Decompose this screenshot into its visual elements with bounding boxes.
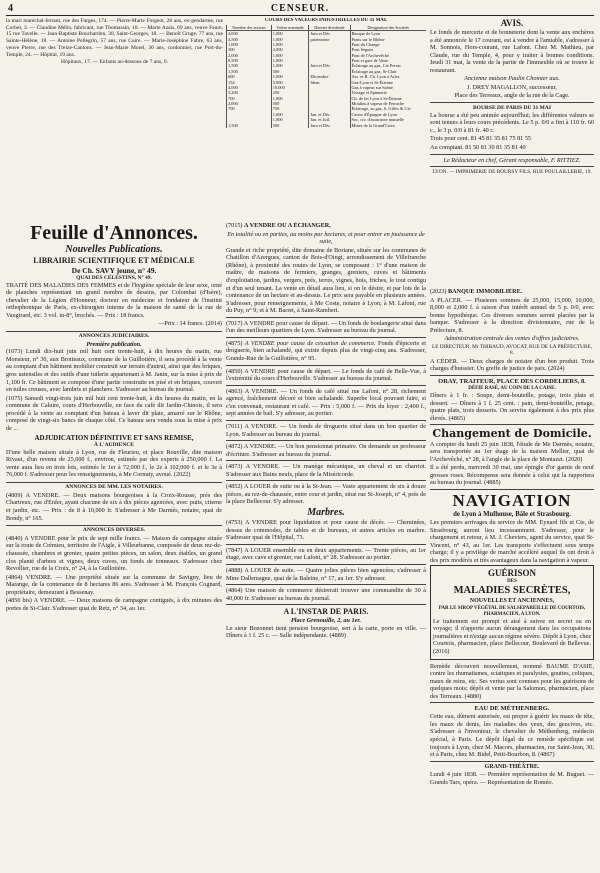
deaths-column xyxy=(6,18,223,201)
table-cell: Pont Seguin xyxy=(350,47,426,52)
table-cell: Juin et Déc. xyxy=(309,123,350,128)
avis-title: AVIS. xyxy=(500,18,524,28)
ad-text: Samedi vingt-trois juin mil huit cent trente-huit, à dix heures du matin, en la commune de Caluire, cours d'Herbouville, en face du café dit Jardin-Chinois, il sera procédé à la vente au comptant d'un bateau à laver dit plate, amarré sur le Rhône, composé de vingt-six bancs de chaque côté. Ce bateau sera vendu sous la mise à prix de ... xyxy=(6,394,222,432)
table-cell: 8,500 xyxy=(227,58,272,63)
table-cell: 750 xyxy=(271,106,309,111)
feuille-title: Feuille d'Annonces. xyxy=(30,222,198,244)
ad-ref: (7011) xyxy=(226,422,243,430)
ad-text: A VENDRE pour cause de départ. — Un fonds de boulangerie situé dans l'un des meilleurs quartiers de Lyon. S'adresser au bureau du journal. xyxy=(226,319,426,335)
table-cell: 2,000 xyxy=(227,53,272,58)
table-cell: Soc. civ. d'assurance mutuelle xyxy=(350,117,426,122)
ad-ref: (1075) xyxy=(6,394,23,402)
table-cell: Éclairage au gaz, Cie Perrac xyxy=(350,63,426,68)
table-cell: 1,500 xyxy=(227,63,272,68)
book-ref: (2014) xyxy=(205,320,222,328)
table-cell: 500 xyxy=(271,101,309,106)
maladies-text: Le traitement est prompt et aisé à suivre en secret ou en voyage; il n'apporte aucun dérangement dans les occupations journalières et n'exige aucun régime sévère. Dépôt à Lyon, chez Courtois, pharmacien, place Bellecour, Boulevard de Bellevue. xyxy=(433,617,591,648)
theatre-title: GRAND-THÉÂTRE. xyxy=(484,763,540,770)
avis-text: Le fonds de mercerie et de bonneterie dont la vente aux enchères a été annoncée le 17 courant, est à vendre à l'amiable, s'adresser à M. Sonnois, Hors-courant, rue Lafont. Chez M. Mathieu, par Claude, rue du Temple, 4, pour y traiter à bonnes conditions. Jeudi 31 mai, la vente de la partie de l'immeuble où se trouve le restaurant. xyxy=(430,28,594,74)
banque-subtitle: Administration centrale des ventes d'offres judiciaires. xyxy=(444,335,580,343)
library-publisher: De Ch. SAVY jeune, n° 49. xyxy=(71,265,157,275)
col-header-actions: Nombre des actions xyxy=(227,25,272,31)
ad-ref: (4880) xyxy=(464,692,482,700)
remede-text: Remède découvert nouvellement, nommé BAUME D'ASIE, contre les rhumatismes, sciatiques et paralysies, gouttes, coliques, maux de reins, etc. Ses vertus sont connues pour les guérisons de quelques mois; dépôt et vente par la Salomon, pharmacien, place des Terreaux. xyxy=(430,662,594,700)
table-cell: 300 xyxy=(227,47,272,52)
table-cell: 2,000 xyxy=(227,101,272,106)
table-cell: Éclairage, au gaz, S. Gilles & Cie xyxy=(350,106,426,111)
ad-ref: (4852) xyxy=(226,483,243,491)
diverses-heading: ANNONCES DIVERSES. xyxy=(6,525,222,534)
ad-ref: (4872) xyxy=(226,443,243,451)
table-cell: Ponts sur le Rhône xyxy=(350,37,426,42)
ad-text: Fonds d'épicerie et droguerie, bien achalandé, qui existe depuis plus de vingt-cinq ans. S'adresser, Grande-Rue de la Guillotière, n° 95. xyxy=(226,339,426,362)
ad-ref: (7017) xyxy=(226,319,243,327)
table-cell: 1,000 xyxy=(271,53,309,58)
eau-title: EAU DE MÉTHENBERG. xyxy=(474,705,550,713)
ad-ref: (4865) xyxy=(448,414,466,422)
table-cell: 500 xyxy=(271,123,309,128)
table-cell: 4,000 xyxy=(227,31,272,37)
table-cell: Ass. et B. Ch. Lyon à Arles xyxy=(350,74,426,79)
table-cell: 1,000 xyxy=(271,42,309,47)
table-cell: 5,000 xyxy=(271,80,309,85)
col-header-nominal: Valeur nominale xyxy=(271,25,309,31)
ad-text: A VENDRE. — Un fonds de droguerie situé dans un bon quartier de Lyon. S'adresser au bureau du journal. xyxy=(226,422,426,438)
ad-text: Grande et riche propriété, dite domaine de Boriane, située sur les communes de Chatillon d'Azergues, canton de Bois-d'Oingt, arrondissement de Villefranche (Rhône), à proximité des routes de Lyon, se composant : 1° d'une maison de maître, de maisons de fermiers, granges, greniers, cuves et bâtiments d'exploitation, jardins, vergers, prés, terres, vignes, bois, friches, le tout contigu et d'un seul tenant. La vente en détail aura lieu, si on le désire, et par lots de la contenance de un hectare et au-dessus. Le prix sera payable en plusieurs années. S'adresser, pour renseignements, à Me Coste, notaire à Lyon; à M. Lafont, rue du Puy, n° 9; et à M. Barret, à Saint-Rambert. xyxy=(226,246,426,315)
ad-ref: (4809) xyxy=(6,491,23,499)
table-cell: patrimoine xyxy=(309,37,350,42)
maladies-box xyxy=(430,565,594,659)
maladies-subtitle-3: PHARMACIEN, A LYON. xyxy=(483,611,541,617)
table-cell: 1,000 xyxy=(271,58,309,63)
ad-ref: (4885) xyxy=(484,479,501,487)
ad-ref: (4850) xyxy=(226,367,243,375)
ad-text: A VENDRE. — Un fonds de café situé rue Lafont, n° 28, richement agencé, fraîchement décoré et bien achalandé. Superbe local pouvant faire, si c'en convenait, restaurant et café. — Prix : 5,000 f. — Prix du loyer : 2,400 f., sept années de bail. S'y adresser, au portier. xyxy=(226,387,426,418)
avis-agent: J. DREY MAGALLON, successeur, xyxy=(467,83,557,91)
ad-ref: (2016) xyxy=(433,647,450,655)
table-row xyxy=(227,123,427,128)
ad-text: VENDRE. — Une propriété située sur la commune de Savigny, lieu de Marange, de la contenance de 8 hectares 86 ares. S'adresser à M. François Cognard, propriétaire, demeurant à Bessenay. xyxy=(6,573,222,596)
ad-ref: (7015) xyxy=(226,222,243,229)
ad-text: A LOUER ensemble ou en deux appartements. — Trente pièces, au 1er étage, avec cave et grenier, rue Lafont, n° 28. S'adresser au portier. xyxy=(226,546,426,562)
oray-text: Dîners à 1 fr. : Soupe, demi-bouteille, potage, trois plats et dessert. — Dîners à 1 f. 25 cent. : pain, demi-bouteille, potage, quatre plats, trois desserts. On servira également à des prix plus élevés. xyxy=(430,391,594,422)
table-cell: 600 xyxy=(227,74,272,79)
ad-ref: (4850 bis) xyxy=(6,597,32,605)
maladies-title: MALADIES SECRÈTES, xyxy=(453,585,571,597)
auction-text: D'une belle maison située à Lyon, rue de Fleurieu, et place Rouville, dite maison Rivaut, d'un revenu de 25,000 f., environ, estimée par des experts à 250,000 f. La vente aura lieu en trois lots, estimés le 1er à 72,000 f., le 2e à 102,000 f. et le 3e à 76,000 f. S'adresser pour les renseignements, à Me Cornuty, avoué. xyxy=(6,448,222,479)
marbres-title: Marbres. xyxy=(307,507,345,518)
avis-address: Place des Terreaux, angle de la rue de la Cage. xyxy=(454,92,570,100)
ad-text: A VENDRE pour le prix de sept mille francs. — Maison de campagne située sur la route de Crémieu, territoire de l'Aigle, à Villeurbanne, composée de deux rez-de-chaussée, chambres et grenier, quatre petites pièces, un salon, deux étables, un grand clos planté d'arbres et vignes, deux cuves, un fonds de tonneaux. S'adresser chez Revollier, rue de la Croix, n° 24, à la Guillotière. xyxy=(6,534,222,573)
table-cell: Mines de la Grand'Croix xyxy=(350,123,426,128)
banque-title: BANQUE IMMOBILIÈRE. xyxy=(448,288,523,295)
table-cell: Idem. xyxy=(309,80,350,85)
ad-ref: (4753) xyxy=(226,519,243,527)
ad-ref: (4863) xyxy=(226,387,243,395)
ad-text: A LOUER de suite. — Quatre jolies pièces bien agencées; s'adresser à Mme Dallemagne, quai de la Baleine, n° 17, au 1er. S'y adresser. xyxy=(226,567,426,582)
library-address: QUAI DES CÉLESTINS, N° 49. xyxy=(76,274,152,281)
instar-subtitle: Place Grenouille, 2, au 1er. xyxy=(291,617,361,624)
banque-text: A PLACER. — Plusieurs sommes de 25,000, 15,000, 10,000, 8,000 et 2,000 f. à raison d'un intérêt annuel de 5 p. 0/0, avec bonne hypothèque. Ces diverses sommes seront placées par la banque. S'adresser à la direction divisionnaire, rue de la Préfecture, 8. xyxy=(430,296,594,334)
guerison-subtitle: DES xyxy=(507,579,517,585)
oray-title: ORAY, TRAITEUR, PLACE DES CORDELIERS, 8. xyxy=(438,377,586,385)
ad-ref: (4867) xyxy=(538,751,555,759)
avis-column xyxy=(430,18,594,284)
nav-title: NAVIGATION xyxy=(452,491,572,511)
newspaper-title: CENSEUR. xyxy=(270,3,330,14)
middle-column xyxy=(226,222,426,868)
table-cell: 1,000 xyxy=(271,74,309,79)
col-header-company: Désignation des Sociétés xyxy=(350,25,426,31)
table-cell: 1,000 xyxy=(271,31,309,37)
domicile-text: A compter du lundi 25 juin 1838, l'étude de Me Darmès, notaire, sera transportée au 1er étage de la maison Mellier, quai de l'Archevêché, n° 28, à l'angle de la place de Montazet. xyxy=(430,440,594,463)
ad-ref: (2024) xyxy=(548,365,565,373)
ad-title: A VENDRE pour cause de cessation de commerce. xyxy=(244,339,376,347)
ad-text: A VENDRE. — Deux maisons de campagne contiguës, à dix minutes des portes de St-Clair. S'adresser quai de Retz, n° 34, au 1er. xyxy=(6,597,222,612)
imprint-line: LYON. — IMPRIMERIE DE BOURSY FILS, RUE POULAILLERIE, 19. xyxy=(432,169,592,176)
ad-ref: (2022) xyxy=(173,471,191,479)
table-cell: Juin et Déc. xyxy=(309,63,350,68)
ad-ref: (1073) xyxy=(6,348,23,356)
page-number: 4 xyxy=(8,3,13,14)
values-table-title: COURS DES VALEURS INDUSTRIELLES DU 31 MAI. xyxy=(264,18,388,23)
table-cell: Décembre xyxy=(309,74,350,79)
values-table-column xyxy=(226,18,426,216)
ad-text: A VENDRE. — Deux maisons bourgeoises à la Croix-Rousse, près des Chartreux, rue d'Enfer, ayant chacune de six à dix pièces agencées, avec puits, citerne et jardin, etc. — Prix : de 8 à 10,000 fr. S'adresser à Me Darmès, notaire, quai de Bondy, n° 165. xyxy=(6,491,222,522)
left-column xyxy=(6,222,222,868)
table-cell: 700 xyxy=(227,106,272,111)
ad-ref: (4840) xyxy=(6,534,23,542)
table-cell: Caisse d'Épargne de Lyon xyxy=(350,112,426,117)
ad-text: A VENDRE pour liquidation et pour cause de décès. — Cheminées, dessus de commodes, de tables et de bureaux, et autres articles en marbre. S'adresser quai de l'Hôpital, 73. xyxy=(226,519,426,542)
table-cell: 700 xyxy=(227,96,272,101)
bourse-row-1: Trois pour cent. 81 45 81 35 81 75 81 55 xyxy=(430,135,532,143)
bourse-text: La bourse a été peu animée aujourd'hui; les différentes valeurs se sont tenues à leurs cours précédents. Le 5 p. 0/0 a fini à 110 fr. 60 c., le 3 p. 0/0 à 81 fr. 40 c. xyxy=(430,111,594,134)
deaths-text: la mari maréchal-ferrant, rue des Farges, 174. — Pierre-Marie Forgeot, 28 ans, ex-gendarme, rue Corbet, 3. — Claudine Mélin, fabricant, rue Thomassin, 10. — Marie Azaïs, 69 ans, veuve Faure, 15 rue Tavelle. — Jean-Baptiste Bouchardon, 30, Saint-Georges, 18. — Benoît Gruge, 77 ans, rue Sainte-Hélène, 18. — Antoine Pellegrin, 57 ans, rue Cuire. — Marie-Joséphine Fabre, 63 ans, veuve Pierre, rue des Treize-Cantons. — Jean-Marie Morel, 36 ans, cordonnier, rue Port-du-Temple, 24. — Hôpital, 19 ans. xyxy=(6,18,223,58)
table-cell: 1,000 xyxy=(271,112,309,117)
table-cell: Ch. de fer Lyon à St-Étienne xyxy=(350,96,426,101)
table-cell: Banque de Lyon xyxy=(350,31,426,37)
ad-ref: (4889) xyxy=(329,632,346,640)
table-cell: 1,500 xyxy=(227,69,272,74)
values-table xyxy=(226,25,426,128)
judicial-heading: ANNONCES JUDICIAIRES. xyxy=(6,331,222,340)
table-cell: 2,000 xyxy=(271,47,309,52)
bourse-title: BOURSE DE PARIS DU 31 MAI xyxy=(473,105,551,112)
maladies-subtitle-2: PAR LE SIROP VÉGÉTAL DE SALSEPAREILLE DE COURTOIS, xyxy=(438,605,586,611)
table-cell: 500 xyxy=(271,69,309,74)
table-cell: 154 xyxy=(227,80,272,85)
ad-ref: (4864) xyxy=(226,587,243,595)
table-cell: 1,000 xyxy=(271,37,309,42)
editor-line: Le Rédacteur en chef, Gérant responsable, F. RITTIEZ. xyxy=(443,156,581,164)
ad-ref: (4888) xyxy=(226,567,243,574)
nav-text: Les premiers arrivages du service de MM. Eynard fils et Cie, de Strasbourg, auront lieu incessamment. S'adresser, pour le chargement et retour, à M. J. Cheviers, agent du service, quai St-Vincent, n° 43, au 1er. Les transports s'effectuent sous temps charge; il y a privilège de marché accéléré auquel ils ont droit à des prix modérés et très avantageux dans la navigation à vapeur. xyxy=(430,518,594,564)
table-cell: 4,500 xyxy=(227,37,272,42)
col-header-dividend: Dernier dividende xyxy=(309,25,350,31)
table-cell: Éclairage au gaz, St-Clair xyxy=(350,69,426,74)
ad-text: A LOUER de suite ou à la St-Jean. — Vaste appartement de six à douze pièces, au rez-de-chaussée, entre cour et jardin, situé rue St-Joseph, n° 4, près de la place Bellecour. S'y adresser. xyxy=(226,483,426,506)
table-cell: Gaz-Lyon et St-Étienne xyxy=(350,80,426,85)
deaths-footer: Hôpitaux, 17. — Enfants au-dessous de 7 ans, 0. xyxy=(61,59,168,66)
bourse-row-2: Au comptant. 81 50 81 30 81 35 81 40 xyxy=(430,143,526,151)
theatre-text: Lundi 4 juin 1838. — Première représentation de M. Buguet. — Grands Tars, opéra. — Représentation de Roméo. xyxy=(430,770,594,786)
auction-subtitle: À L'AUDIENCE xyxy=(94,442,134,449)
table-cell: Jan. et Juil. xyxy=(309,117,350,122)
ad-text: A VENDRE. — Un manège mécanique, un cheval et un charriot. S'adresser aux Bains neufs, place de la Miséricorde. xyxy=(226,463,426,478)
right-column xyxy=(430,288,594,868)
feuille-subtitle: Nouvelles Publications. xyxy=(65,244,163,255)
library-name: LIBRAIRIE SCIENTIFIQUE ET MÉDICALE xyxy=(33,256,195,265)
ad-ref: (4873) xyxy=(226,463,243,471)
maladies-subtitle: NOUVELLES ET ANCIENNES, xyxy=(469,598,555,605)
table-cell: 10,000 xyxy=(271,85,309,90)
table-cell: 1,000 xyxy=(271,63,309,68)
table-cell: 4,000 xyxy=(227,85,272,90)
table-cell: 1,000 xyxy=(271,96,309,101)
table-cell: Gaz à vapeur sur Saône xyxy=(350,85,426,90)
ad-title: A VENDRE OU A ÉCHANGER, xyxy=(244,222,331,229)
ad-text: A CÉDER. — Deux charges de notaire d'un bon produit. Trois charges d'huissier. Un greffe de justice de paix. xyxy=(430,357,594,373)
ad-ref: (2020) xyxy=(565,455,583,463)
eau-text: Cette eau, dûment autorisée, est propre à guérir les maux de tête, les maux de dents, les maladies des yeux, des gencives, etc. S'adresser à l'inventeur, le chevalier de Méthenberg, médecin spécial, à Paris. Le dépôt légal de ce remède spécifique est toujours à Lyon, chez M. Macors, pharmacien, rue Saint-Jean, 30; et à Paris, chez M. Bidel, Petit-Bourbon, 8. xyxy=(430,713,594,759)
judicial-subheading: Première publication. xyxy=(86,340,142,348)
table-cell: 1,000 xyxy=(227,42,272,47)
table-cell: Pont de l'Archevêché xyxy=(350,53,426,58)
table-cell: 3,200 xyxy=(227,90,272,95)
ad-text: A VENDRE pour cause de départ. — Le fonds de café de Belle-Vue, à l'extrémité du cours d'Herbouville. S'adresser au bureau du journal. xyxy=(226,367,426,383)
domicile-title: Changement de Domicile. xyxy=(432,427,592,441)
table-cell: Pont du Change xyxy=(350,42,426,47)
table-cell: Moulins à vapeur de Perrache xyxy=(350,101,426,106)
ad-text: Le sieur Bozonnet tient pension bourgeoise, sert à la carte, porte en ville. — Dîners à 1 f. 25 c. — Salle indépendante. xyxy=(226,624,426,640)
notaires-heading: ANNONCES DE MM. LES NOTAIRES. xyxy=(6,482,222,491)
ad-ref: (7847) xyxy=(226,546,243,554)
guerison-title: GUÉRISON xyxy=(487,568,536,579)
table-cell: 250 xyxy=(271,90,309,95)
nav-subtitle: de Lyon à Mulhouse, Bâle et Strasbourg. xyxy=(453,510,571,518)
table-cell: Jan. et Déc. xyxy=(309,112,350,117)
oray-subtitle: DÉFIE RASÉ, AU COIN DE LA CAISE. xyxy=(468,385,556,391)
page-header xyxy=(6,3,594,16)
ad-ref: (2023) xyxy=(430,288,447,295)
table-cell: Tissage et Spinnerie xyxy=(350,90,426,95)
ad-ref: (4864) xyxy=(6,573,23,581)
banque-directeur: LE DIRECTEUR, Mr THIBAUD, AVOCAT, RUE DE LA PRÉFECTURE, 8. xyxy=(431,343,593,357)
ad-text: Une maison de commerce désirerait trouver une commandite de 30 à 40,000 fr. S'adresser au bureau du journal. xyxy=(226,587,426,602)
ad-text: Lundi dix-huit juin mil huit cent trente-huit, à dix heures du matin, rue Monsieur, n° 30, aux Brotteaux, commune de la Guillotière, il sera procédé à la vente au comptant d'un bâtiment mobilier construit sur terrain d'autrui, ainsi que des briques, gros ustensiles et des outils d'une tuilerie appartenant à M. Janin, sur la mise à prix de 1,100 fr. Ce bâtiment se compose d'une partie construite en pisé et en briques, couvert en tuiles creuses, avec lambris et planchers. S'adresser au bureau du journal. xyxy=(6,348,222,394)
instar-title: A L'INSTAR DE PARIS. xyxy=(283,607,369,617)
auction-title: ADJUDICATION DÉFINITIVE ET SANS REMISE, xyxy=(34,433,194,442)
lost-text: Il a été perdu, mercredi 30 mai, une épingle d'or garnie de neuf grosses roses. Récompense sera donnée à celui qui la rapportera au bureau du journal. xyxy=(430,464,594,487)
book-price: —Prix : 14 francs. xyxy=(158,320,204,328)
table-cell: Juin et Déc. xyxy=(309,31,350,37)
ad-ref: (4875) xyxy=(226,339,243,347)
ad-subtitle: En totalité ou en parties, au moins par hectares, et pour entrer en jouissance de suite, xyxy=(227,230,425,246)
table-cell: 1,000 xyxy=(271,117,309,122)
table-cell: 1,500 xyxy=(227,123,272,128)
table-cell: Pont et gare de Vaise xyxy=(350,58,426,63)
avis-place: Ancienne maison Paulin Chomier aux. xyxy=(464,75,560,83)
ad-text: A VENDRE. — Un bon pensionnat primaire. On demande un professeur d'écriture. S'adresser au bureau du journal. xyxy=(226,443,426,458)
book-text: TRAITÉ DES MALADIES DES FEMMES et de l'hygiène spéciale de leur sexe, orné de planches représentant un grand nombre de dessins, par Colombat (d'Isère), chevalier de la Légion d'Honneur, docteur en médecine et fondateur de l'institut orthophonique de Paris, ex-chirurgien interne de la maison de santé de la rue de Vaugirard, etc. 3 vol. in-8°, brochés. — Prix : 18 francs. xyxy=(6,281,222,319)
